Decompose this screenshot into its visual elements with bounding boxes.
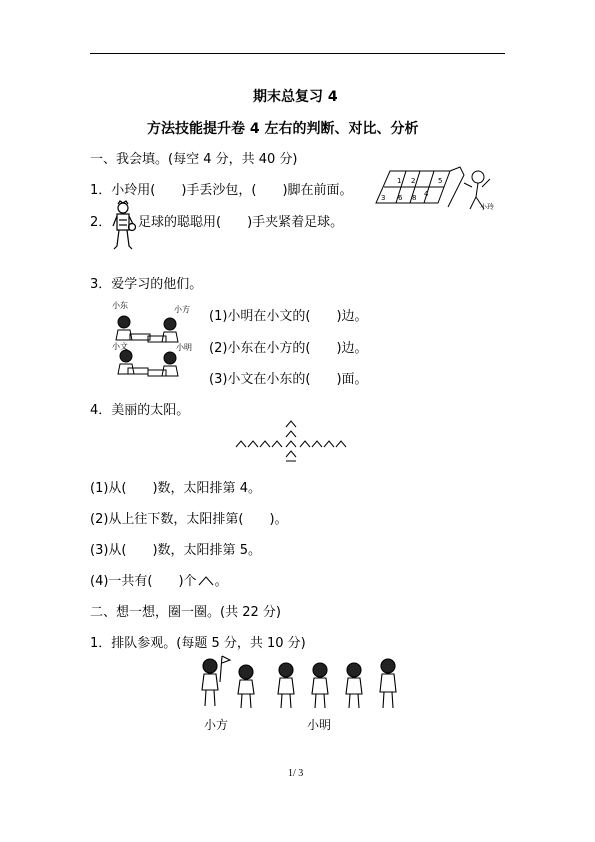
sun-icon [312, 441, 322, 447]
kid-name-label: 小东 [112, 301, 128, 310]
hopscotch-number: 5 [438, 177, 443, 185]
kid-name-label: 小明 [176, 343, 192, 352]
page-number: 1/ 3 [288, 768, 304, 779]
kid-label-xiaoming: 小明 [307, 718, 332, 732]
sun-arrangement [232, 413, 356, 465]
sun-icon [286, 451, 296, 457]
question-2-number: 2． [90, 215, 112, 230]
kids-studying-picture [108, 300, 200, 384]
sun-icon [324, 441, 334, 447]
question-4-item-4 [90, 570, 228, 589]
hopscotch-label: 小玲 [480, 203, 494, 211]
page-title: 期末总复习 4 [253, 89, 338, 105]
hopscotch-number: 8 [412, 194, 417, 202]
hopscotch-number: 2 [411, 177, 416, 185]
question-3: 3．爱学习的他们。 [90, 277, 203, 292]
question-3-item-1: (1)小明在小文的( )边。 [209, 309, 368, 324]
question-2: 足球的聪聪用( )手夹紧着足球。 [138, 215, 344, 230]
hopscotch-illustration [368, 163, 498, 213]
hopscotch-number: 6 [398, 194, 403, 202]
line-of-kids-picture [190, 652, 404, 712]
kid-name-label: 小文 [112, 342, 128, 351]
sun-icon [248, 441, 258, 447]
kid-label-xiaofang: 小方 [204, 718, 229, 732]
question-4-item-2: (2)从上往下数，太阳排第( )。 [90, 512, 288, 527]
question-4-item-4-end: 。 [214, 574, 228, 589]
question-4-item-4-text: (4)一共有( )个 [90, 574, 197, 589]
hopscotch-number: 4 [424, 190, 429, 198]
header-rule [90, 53, 505, 54]
section1-heading: 一、我会填。(每空 4 分，共 40 分) [90, 152, 298, 167]
question-4-item-3: (3)从( )数，太阳排第 5。 [90, 543, 261, 558]
sun-icon [286, 421, 296, 427]
hopscotch-number: 1 [397, 177, 402, 185]
sun-icon [336, 441, 346, 447]
hopscotch-number: 3 [381, 194, 386, 202]
sun-icon [197, 573, 215, 587]
question-3-item-2: (2)小东在小方的( )边。 [209, 341, 368, 356]
sun-icon [300, 441, 310, 447]
section2-question-1: 1．排队参观。(每题 5 分，共 10 分) [90, 636, 306, 651]
sun-icon [286, 431, 296, 437]
sun-icon [236, 441, 246, 447]
question-4-item-1: (1)从( )数，太阳排第 4。 [90, 481, 261, 496]
question-4: 4．美丽的太阳。 [90, 403, 190, 418]
section2-heading: 二、想一想，圈一圈。(共 22 分) [90, 605, 281, 620]
kid-name-label: 小方 [174, 305, 190, 314]
sun-icon [286, 441, 296, 447]
page-subtitle: 方法技能提升卷 4 左右的判断、对比、分析 [147, 121, 419, 137]
sun-icon [260, 441, 270, 447]
question-1: 1．小玲用( )手丢沙包，( )脚在前面。 [90, 183, 353, 198]
sun-icon [272, 441, 282, 447]
question-3-item-3: (3)小文在小东的( )面。 [209, 372, 368, 387]
boy-with-football-picture [110, 200, 136, 252]
